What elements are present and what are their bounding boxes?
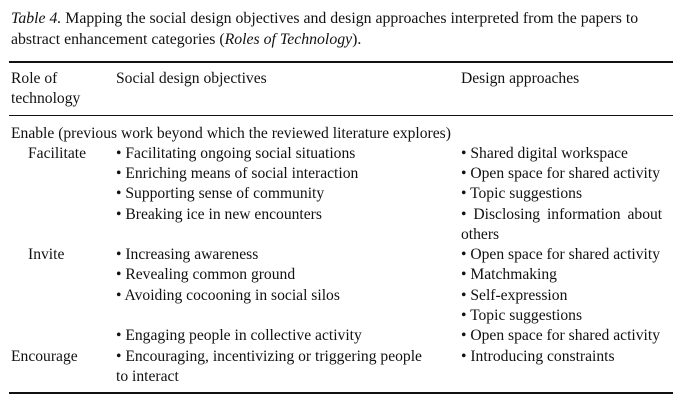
list-item: • Disclosing information about (461, 206, 663, 223)
caption-label: Table 4. (11, 10, 62, 27)
role-encourage: Encourage (11, 348, 78, 365)
list-item: • Topic suggestions (461, 307, 583, 324)
list-item-continuation: to interact (116, 368, 179, 385)
list-item: • Breaking ice in new encounters (116, 206, 322, 223)
list-item: • Open space for shared activity (461, 165, 661, 182)
top-rule (9, 61, 673, 63)
list-item: • Shared digital workspace (461, 145, 628, 162)
header-role: Role of technology (11, 70, 81, 108)
list-item: • Facilitating ongoing social situations (116, 145, 356, 162)
list-item: • Open space for shared activity (461, 246, 661, 263)
list-item: • Matchmaking (461, 266, 557, 283)
list-item: • Encouraging, incentivizing or triggering people (116, 348, 422, 365)
list-item: • Self-expression (461, 287, 568, 304)
caption-italic-text: Roles of Technology (224, 30, 353, 48)
list-item: • Increasing awareness (116, 246, 259, 263)
caption-text: Mapping the social design objectives and design approaches interpreted from the papers to abstract enhancement categories ( (11, 10, 639, 48)
list-item: • Revealing common ground (116, 266, 296, 283)
role-invite: Invite (28, 246, 65, 263)
caption-text-end: ). (352, 30, 362, 48)
role-facilitate: Facilitate (28, 145, 87, 162)
list-item: • Introducing constraints (461, 348, 615, 365)
list-item: • Engaging people in collective activity (116, 327, 362, 344)
list-item: • Topic suggestions (461, 185, 583, 202)
header-approaches: Design approaches (461, 70, 580, 87)
list-item: • Open space for shared activity (461, 327, 661, 344)
list-item: • Enriching means of social interaction (116, 165, 359, 182)
list-item: • Supporting sense of community (116, 185, 325, 202)
list-item: • Avoiding cocooning in social silos (116, 287, 340, 304)
list-item-continuation: others (461, 226, 500, 243)
header-rule (9, 115, 673, 116)
enable-row: Enable (previous work beyond which the reviewed literature explores) (11, 125, 451, 142)
table-caption (11, 9, 677, 50)
bottom-rule (9, 392, 673, 394)
header-objectives: Social design objectives (116, 70, 267, 87)
